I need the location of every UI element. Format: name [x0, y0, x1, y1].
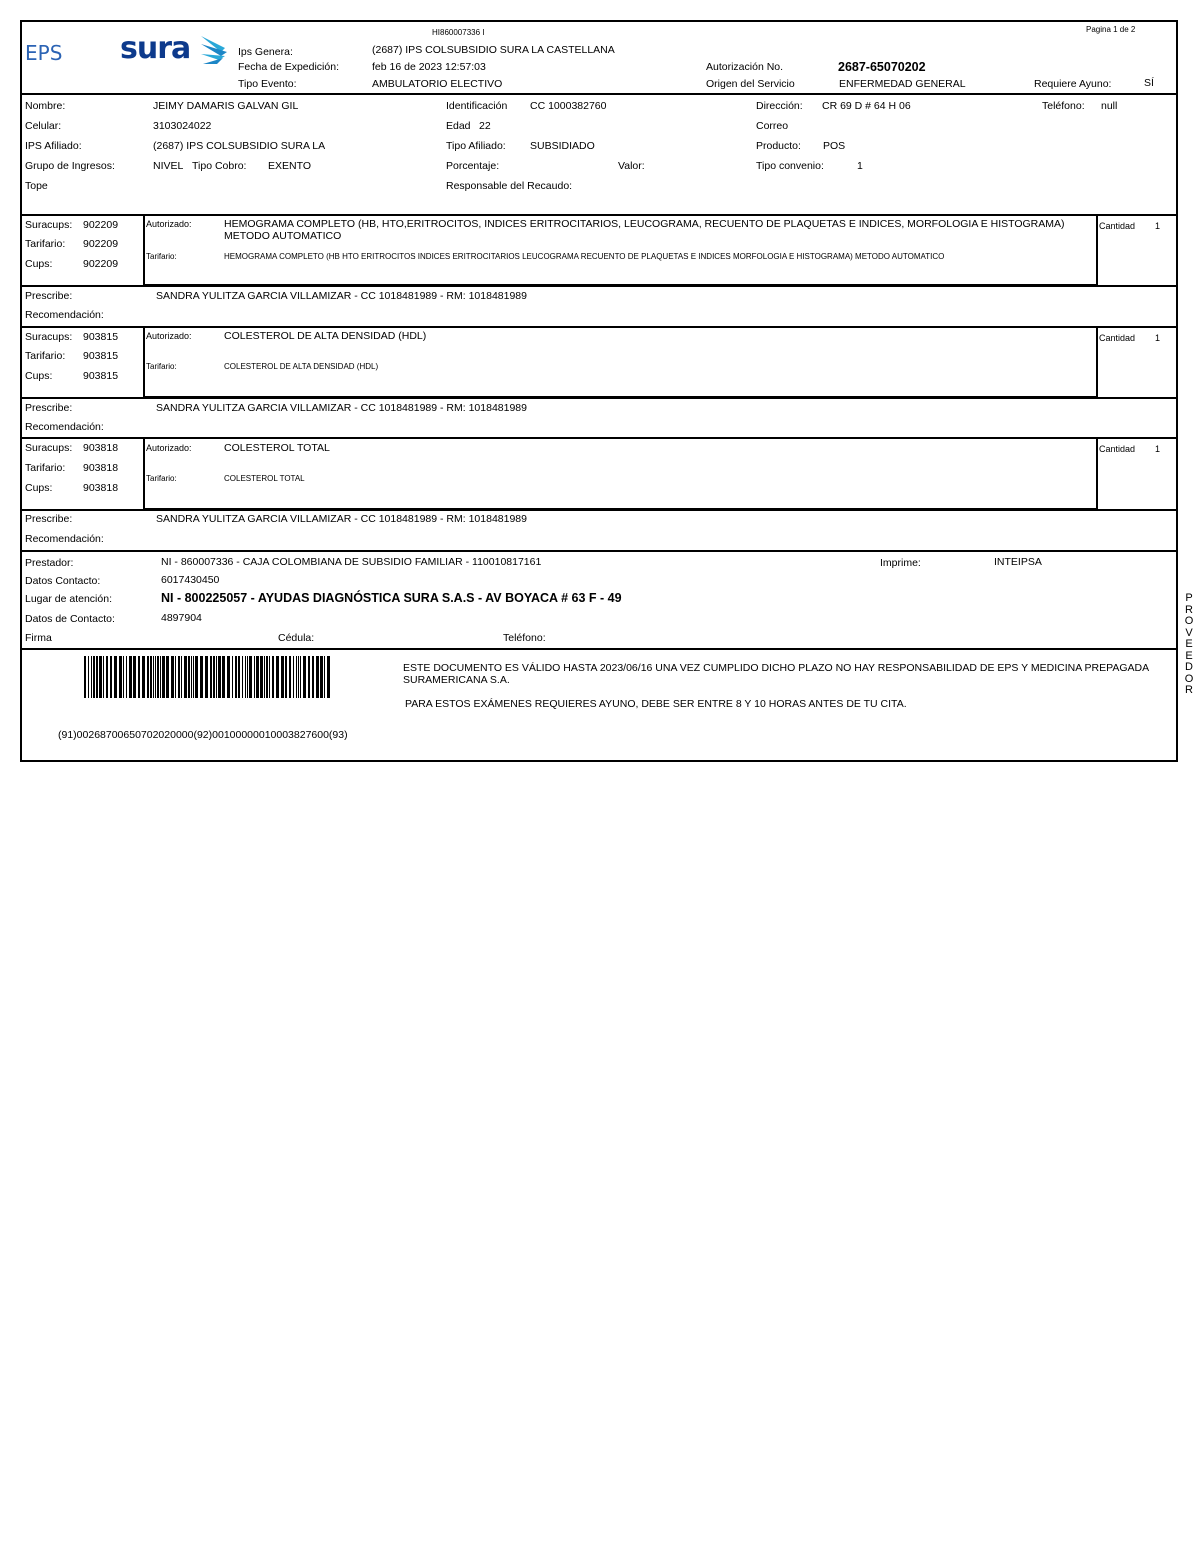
divider [22, 93, 1176, 95]
lugar-label: Lugar de atención: [25, 593, 112, 605]
nombre-label: Nombre: [25, 100, 66, 112]
cups-value: 903815 [83, 370, 119, 382]
porcentaje-label: Porcentaje: [446, 160, 500, 172]
cups-value: 902209 [83, 258, 119, 270]
tarifario-label: Tarifario: [146, 474, 177, 483]
fecha-value: feb 16 de 2023 12:57:03 [372, 61, 486, 73]
tipo-cobro-value: EXENTO [268, 160, 311, 172]
grupo-value: NIVEL [153, 160, 184, 172]
correo-label: Correo [756, 120, 789, 132]
ips-afiliado-label: IPS Afiliado: [25, 140, 82, 152]
datos-contacto-value: 6017430450 [161, 574, 220, 586]
suracups-label: Suracups: [25, 219, 73, 231]
identificacion-value: CC 1000382760 [530, 100, 607, 112]
tipo-convenio-label: Tipo convenio: [756, 160, 824, 172]
divider [22, 550, 1176, 552]
tarifario-value: COLESTEROL DE ALTA DENSIDAD (HDL) [224, 362, 379, 371]
divider [1096, 439, 1098, 510]
divider [22, 285, 1176, 287]
cantidad-label: Cantidad [1099, 444, 1136, 454]
grupo-label: Grupo de Ingresos: [25, 160, 115, 172]
ips-afiliado-value: (2687) IPS COLSUBSIDIO SURA LA [153, 140, 326, 152]
imprime-label: Imprime: [880, 557, 921, 569]
divider [22, 509, 1176, 511]
tipo-evento-label: Tipo Evento: [238, 78, 297, 90]
autorizado-label: Autorizado: [146, 331, 192, 341]
prescribe-value: SANDRA YULITZA GARCIA VILLAMIZAR - CC 1018481989 - RM: 1018481989 [156, 402, 527, 414]
barcode-text: (91)00268700650702020000(92)00100000010003827600(93) [58, 729, 348, 741]
cantidad-label: Cantidad [1099, 333, 1136, 343]
edad-value: 22 [479, 120, 491, 132]
cantidad-value: 1 [1155, 333, 1161, 343]
prescribe-value: SANDRA YULITZA GARCIA VILLAMIZAR - CC 1018481989 - RM: 1018481989 [156, 513, 527, 525]
valor-label: Valor: [618, 160, 645, 172]
divider [22, 214, 1176, 216]
cantidad-label: Cantidad [1099, 221, 1136, 231]
direccion-label: Dirección: [756, 100, 803, 112]
prescribe-label: Prescribe: [25, 513, 73, 525]
producto-label: Producto: [756, 140, 801, 152]
autorizado-value: COLESTEROL TOTAL [224, 442, 330, 454]
datos-de-contacto-label: Datos de Contacto: [25, 613, 115, 625]
divider [22, 648, 1176, 650]
suracups-value: 903818 [83, 442, 119, 454]
autorizado-value: HEMOGRAMA COMPLETO (HB, HTO,ERITROCITOS, INDICES ERITROCITARIOS, LEUCOGRAMA, RECUENTO DE PLAQUETAS E INDICES, MORFOLOGIA E HISTOGRAMA) METODO AUTOMATICO [224, 218, 1065, 243]
tarifario-label: Tarifario: [146, 362, 177, 371]
recomendacion-label: Recomendación: [25, 309, 104, 321]
cups-label: Cups: [25, 258, 53, 270]
tipo-evento-value: AMBULATORIO ELECTIVO [372, 78, 503, 90]
tarifario-label: Tarifario: [146, 252, 177, 261]
ips-genera-label: Ips Genera: [238, 46, 293, 58]
datos-contacto-label: Datos Contacto: [25, 575, 101, 587]
cantidad-value: 1 [1155, 444, 1161, 454]
fecha-label: Fecha de Expedición: [238, 61, 339, 73]
tipo-afiliado-value: SUBSIDIADO [530, 140, 595, 152]
telefono-value: null [1101, 100, 1118, 112]
identificacion-label: Identificación [446, 100, 508, 112]
prestador-value: NI - 860007336 - CAJA COLOMBIANA DE SUBSIDIO FAMILIAR - 110010817161 [161, 556, 542, 568]
edad-label: Edad [446, 120, 471, 132]
divider [1096, 216, 1098, 286]
tarifario-code-value: 902209 [83, 238, 119, 250]
ips-genera-value: (2687) IPS COLSUBSIDIO SURA LA CASTELLANA [372, 44, 615, 56]
autorizacion-value: 2687-65070202 [838, 60, 926, 74]
tarifario-value: HEMOGRAMA COMPLETO (HB HTO ERITROCITOS INDICES ERITROCITARIOS LEUCOGRAMA RECUENTO DE PLAQUETAS E INDICES MORFOLOGIA E HISTOGRAMA) METODO AUTOMATICO [224, 252, 945, 261]
telefono-prov-label: Teléfono: [503, 632, 546, 644]
divider [22, 437, 1176, 439]
sura-wave-icon [197, 34, 231, 70]
autorizado-label: Autorizado: [146, 219, 192, 229]
cups-label: Cups: [25, 482, 53, 494]
autorizado-value: COLESTEROL DE ALTA DENSIDAD (HDL) [224, 330, 427, 342]
prescribe-label: Prescribe: [25, 402, 73, 414]
datos-de-contacto-value: 4897904 [161, 612, 202, 624]
ayuno-label: Requiere Ayuno: [1034, 78, 1112, 90]
recomendacion-label: Recomendación: [25, 533, 104, 545]
proveedor-side-label: P R O V E E D O R [1184, 592, 1194, 696]
top-code: HI860007336 I [432, 28, 485, 37]
tipo-convenio-value: 1 [857, 160, 863, 172]
divider [22, 326, 1176, 328]
tarifario-code-value: 903818 [83, 462, 119, 474]
prescribe-label: Prescribe: [25, 290, 73, 302]
recomendacion-label: Recomendación: [25, 421, 104, 433]
tarifario-value: COLESTEROL TOTAL [224, 474, 305, 483]
prescribe-value: SANDRA YULITZA GARCIA VILLAMIZAR - CC 1018481989 - RM: 1018481989 [156, 290, 527, 302]
divider [143, 439, 145, 508]
origen-value: ENFERMEDAD GENERAL [839, 78, 966, 90]
responsable-label: Responsable del Recaudo: [446, 180, 573, 192]
divider [143, 216, 145, 284]
tarifario-code-label: Tarifario: [25, 462, 66, 474]
telefono-label: Teléfono: [1042, 100, 1085, 112]
fasting-notice: PARA ESTOS EXÁMENES REQUIERES AYUNO, DEBE SER ENTRE 8 Y 10 HORAS ANTES DE TU CITA. [405, 698, 907, 710]
barcode-icon [84, 656, 330, 698]
lugar-value: NI - 800225057 - AYUDAS DIAGNÓSTICA SURA S.A.S - AV BOYACA # 63 F - 49 [161, 591, 622, 605]
tope-label: Tope [25, 180, 48, 192]
page-indicator: Pagina 1 de 2 [1086, 25, 1136, 34]
origen-label: Origen del Servicio [706, 78, 795, 90]
eps-logo-text: EPS [25, 41, 63, 65]
imprime-value: INTEIPSA [994, 556, 1042, 568]
tipo-afiliado-label: Tipo Afiliado: [446, 140, 506, 152]
suracups-value: 903815 [83, 331, 119, 343]
cups-label: Cups: [25, 370, 53, 382]
tipo-cobro-label: Tipo Cobro: [192, 160, 247, 172]
divider [1096, 328, 1098, 398]
divider [143, 328, 145, 396]
validity-notice: ESTE DOCUMENTO ES VÁLIDO HASTA 2023/06/16 UNA VEZ CUMPLIDO DICHO PLAZO NO HAY RESPONSABILIDAD DE EPS Y MEDICINA PREPAGADA SURAMERICANA S.A. [403, 662, 1149, 687]
sura-logo: sura [120, 31, 191, 66]
cedula-label: Cédula: [278, 632, 315, 644]
autorizacion-label: Autorización No. [706, 61, 784, 73]
divider [22, 397, 1176, 399]
tarifario-code-label: Tarifario: [25, 238, 66, 250]
nombre-value: JEIMY DAMARIS GALVAN GIL [153, 100, 299, 112]
suracups-value: 902209 [83, 219, 119, 231]
firma-label: Firma [25, 632, 52, 644]
direccion-value: CR 69 D # 64 H 06 [822, 100, 911, 112]
suracups-label: Suracups: [25, 442, 73, 454]
tarifario-code-label: Tarifario: [25, 350, 66, 362]
suracups-label: Suracups: [25, 331, 73, 343]
tarifario-code-value: 903815 [83, 350, 119, 362]
celular-value: 3103024022 [153, 120, 212, 132]
cantidad-value: 1 [1155, 221, 1161, 231]
cups-value: 903818 [83, 482, 119, 494]
authorization-document [20, 20, 1178, 762]
celular-label: Celular: [25, 120, 62, 132]
producto-value: POS [823, 140, 846, 152]
prestador-label: Prestador: [25, 557, 74, 569]
ayuno-value: SÍ [1144, 77, 1154, 89]
autorizado-label: Autorizado: [146, 443, 192, 453]
